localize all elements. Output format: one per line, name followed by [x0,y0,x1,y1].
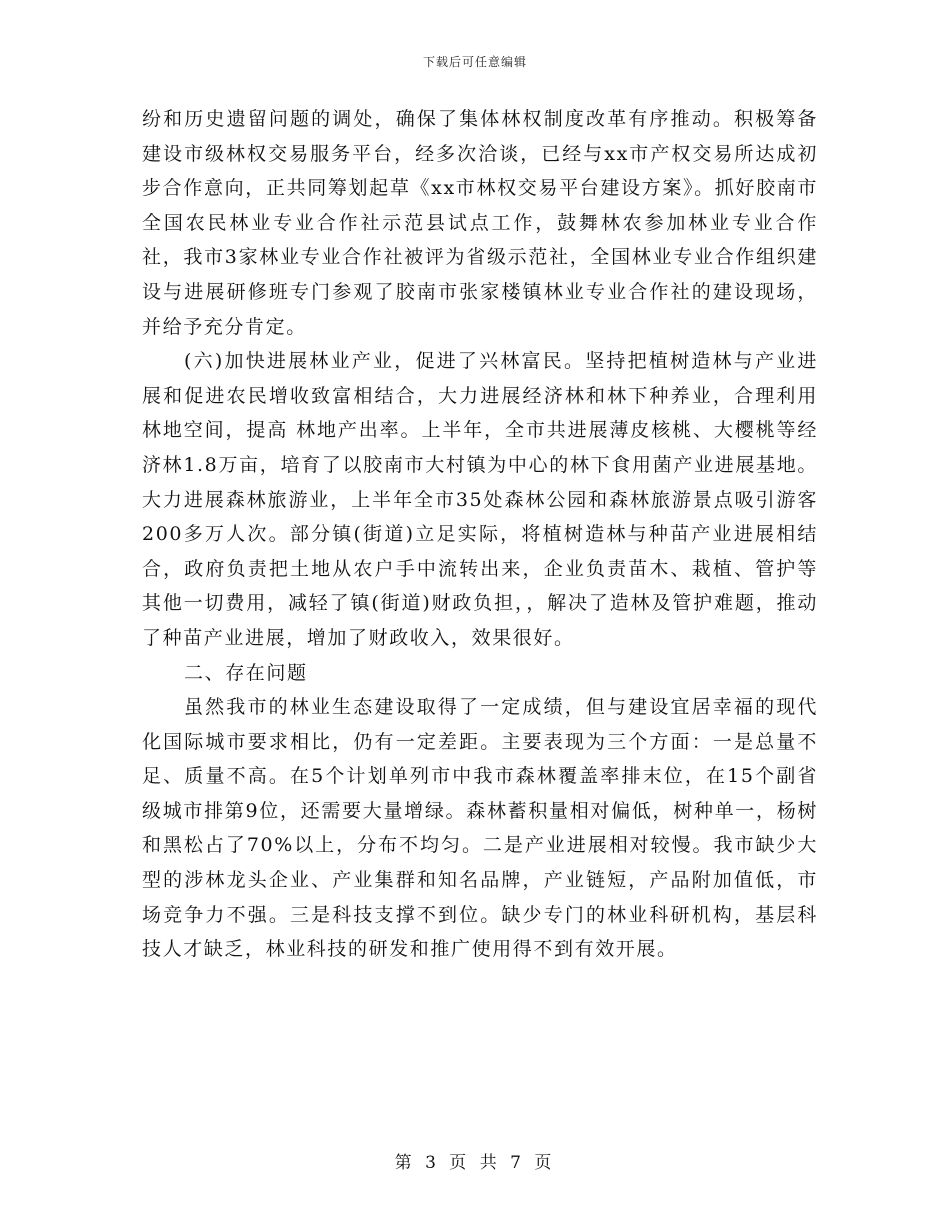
document-body [142,102,818,967]
paragraph-forestry-industry: (六)加快进展林业产业，促进了兴林富民。坚持把植树造林与产业进展和促进农民增收致富相结合，大力进展经济林和林下种养业，合理利用林地空间，提高 林地产出率。上半年，全市共进展薄皮核桃、大樱桃等经济林1.8万亩，培育了以胶南市大村镇为中心的林下食用菌产业进展基地。大力进展森林旅游业，上半年全市35处森林公园和森林旅游景点吸引游客200多万人次。部分镇(街道)立足实际，将植树造林与种苗产业进展相结合，政府负责把土地从农户手中流转出来，企业负责苗木、栽植、管护等其他一切费用，减轻了镇(街道)财政负担，，解决了造林及管护难题，推动了种苗产业进展，增加了财政收入，效果很好。 [142,350,818,649]
paragraph-problems: 虽然我市的林业生态建设取得了一定成绩，但与建设宜居幸福的现代化国际城市要求相比，仍有一定差距。主要表现为三个方面：一是总量不足、质量不高。在5个计划单列市中我市森林覆盖率排末位，在15个副省级城市排第9位，还需要大量增绿。森林蓄积量相对偏低，树种单一，杨树和黑松占了70%以上，分布不均匀。二是产业进展相对较慢。我市缺少大型的涉林龙头企业、产业集群和知名品牌，产业链短，产品附加值低，市场竞争力不强。三是科技支撑不到位。缺少专门的林业科研机构，基层科技人才缺乏，林业科技的研发和推广使用得不到有效开展。 [142,696,818,961]
paragraph-continued: 纷和历史遗留问题的调处，确保了集体林权制度改革有序推动。积极筹备建设市级林权交易服务平台，经多次洽谈，已经与xx市产权交易所达成初步合作意向，正共同筹划起草《xx市林权交易平台建设方案》。抓好胶南市全国农民林业专业合作社示范县试点工作，鼓舞林农参加林业专业合作社，我市3家林业专业合作社被评为省级示范社，全国林业专业合作组织建设与进展研修班专门参观了胶南市张家楼镇林业专业合作社的建设现场，并给予充分肯定。 [142,108,818,338]
page-number-footer: 第 3 页 共 7 页 [394,1153,556,1173]
page-header: 下载后可任意编辑 [422,55,527,69]
section-heading-problems: 二、存在问题 [184,661,308,684]
